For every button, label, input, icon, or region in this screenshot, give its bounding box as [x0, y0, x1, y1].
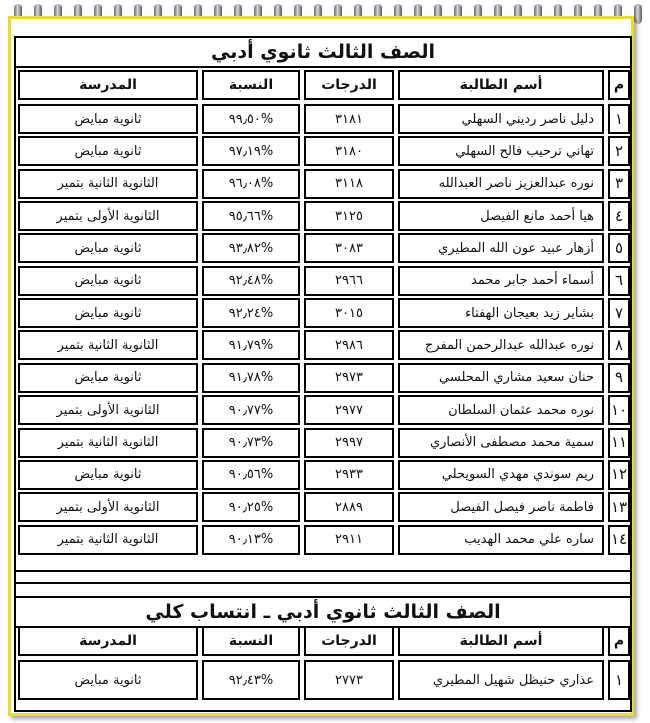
- section1-row-10-grades: ٢٩٧٧: [304, 395, 394, 425]
- section1-row-11-school: الثانوية الثانية بتمير: [18, 428, 198, 458]
- section1-row-2-grades: ٣١٨٠: [304, 136, 394, 166]
- section1-row-14-m: ١٤: [608, 525, 630, 555]
- section1-row-11-grades: ٢٩٩٧: [304, 428, 394, 458]
- section1-row-4-name: هيا أحمد مانع الفيصل: [398, 201, 604, 231]
- section1-row-12-grades: ٢٩٣٣: [304, 460, 394, 490]
- section1-header-percent: النسبة: [202, 70, 300, 100]
- section1-header-name: أسم الطالبة: [398, 70, 604, 100]
- section1-row-3-name: نوره عبدالعزيز ناصر العبدالله: [398, 169, 604, 199]
- section1-row-9-m: ٩: [608, 363, 630, 393]
- section1-row-5-grades: ٣٠٨٣: [304, 233, 394, 263]
- section1-row-11-percent: %٩٠٫٧٣: [202, 428, 300, 458]
- section1-row-4-school: الثانوية الأولى بتمير: [18, 201, 198, 231]
- section1-row-11-m: ١١: [608, 428, 630, 458]
- section1-row-12-school: ثانوية مبايض: [18, 460, 198, 490]
- section1-row-14-school: الثانوية الثانية بتمير: [18, 525, 198, 555]
- section1-row-8-school: الثانوية الثانية بتمير: [18, 330, 198, 360]
- section1-row-8-grades: ٢٩٨٦: [304, 330, 394, 360]
- section1-row-7-school: ثانوية مبايض: [18, 298, 198, 328]
- section2-header-grades: الدرجات: [304, 626, 394, 656]
- section1-row-1-grades: ٣١٨١: [304, 104, 394, 134]
- results-sheet: [14, 36, 632, 712]
- section1-row-7-percent: %٩٢٫٢٤: [202, 298, 300, 328]
- section2-row-1-m: ١: [608, 660, 630, 700]
- section1-row-1-name: دليل ناصر رديني السهلي: [398, 104, 604, 134]
- section1-row-2-name: تهاني ترحيب فالح السهلي: [398, 136, 604, 166]
- section1-row-7-name: بشاير زيد بعيجان الهفتاء: [398, 298, 604, 328]
- section2-row-1-grades: ٢٧٧٣: [304, 660, 394, 700]
- section1-row-6-percent: %٩٢٫٤٨: [202, 266, 300, 296]
- section1-row-7-m: ٧: [608, 298, 630, 328]
- section1-row-10-percent: %٩٠٫٧٧: [202, 395, 300, 425]
- section1-row-7-grades: ٣٠١٥: [304, 298, 394, 328]
- section1-row-9-name: حنان سعيد مشاري المحلسي: [398, 363, 604, 393]
- section1-row-1-school: ثانوية مبايض: [18, 104, 198, 134]
- section1-row-2-school: ثانوية مبايض: [18, 136, 198, 166]
- section1-row-12-percent: %٩٠٫٥٦: [202, 460, 300, 490]
- section1-row-1-m: ١: [608, 104, 630, 134]
- section1-header-grades: الدرجات: [304, 70, 394, 100]
- section1-row-14-percent: %٩٠٫١٣: [202, 525, 300, 555]
- section1-row-3-m: ٣: [608, 169, 630, 199]
- section1-row-3-percent: %٩٦٫٠٨: [202, 169, 300, 199]
- section1-row-13-name: فاطمة ناصر فيصل الفيصل: [398, 492, 604, 522]
- section1-row-9-percent: %٩١٫٧٨: [202, 363, 300, 393]
- section1-row-10-school: الثانوية الأولى بتمير: [18, 395, 198, 425]
- section1-row-8-m: ٨: [608, 330, 630, 360]
- section1-row-6-grades: ٢٩٦٦: [304, 266, 394, 296]
- section1-row-5-m: ٥: [608, 233, 630, 263]
- section1-row-2-m: ٢: [608, 136, 630, 166]
- section1-row-8-name: نوره عبدالله عبدالرحمن المفرج: [398, 330, 604, 360]
- section1-row-14-grades: ٢٩١١: [304, 525, 394, 555]
- section1-row-13-m: ١٣: [608, 492, 630, 522]
- section1-row-6-name: أسماء أحمد جابر محمد: [398, 266, 604, 296]
- section1-row-4-grades: ٣١٢٥: [304, 201, 394, 231]
- section1-row-12-m: ١٢: [608, 460, 630, 490]
- section1-row-1-percent: %٩٩٫٥٠: [202, 104, 300, 134]
- section1-row-6-m: ٦: [608, 266, 630, 296]
- section1-row-10-m: ١٠: [608, 395, 630, 425]
- section1-row-3-grades: ٣١١٨: [304, 169, 394, 199]
- section1-row-13-grades: ٢٨٨٩: [304, 492, 394, 522]
- section1-header-school: المدرسة: [18, 70, 198, 100]
- section1-row-4-m: ٤: [608, 201, 630, 231]
- section1-row-13-school: الثانوية الأولى بتمير: [18, 492, 198, 522]
- section-divider: [16, 570, 630, 584]
- section2-row-1-percent: %٩٢٫٤٣: [202, 660, 300, 700]
- section2-title: الصف الثالث ثانوي أدبي ـ انتساب كلي: [16, 596, 630, 628]
- section1-row-9-school: ثانوية مبايض: [18, 363, 198, 393]
- section1-row-11-name: سمية محمد مصطفى الأنصاري: [398, 428, 604, 458]
- section1-row-6-school: ثانوية مبايض: [18, 266, 198, 296]
- section1-row-5-school: ثانوية مبايض: [18, 233, 198, 263]
- section1-row-4-percent: %٩٥٫٦٦: [202, 201, 300, 231]
- section2-header-m: م: [608, 626, 630, 656]
- section2-row-1-school: ثانوية مبايض: [18, 660, 198, 700]
- section1-row-8-percent: %٩١٫٧٩: [202, 330, 300, 360]
- section1-title: الصف الثالث ثانوي أدبي: [16, 38, 630, 68]
- section2-row-1-name: عذاري حنيظل شهيل المطيري: [398, 660, 604, 700]
- section1-row-12-name: ريم سوندي مهدي السويحلي: [398, 460, 604, 490]
- section2-header-school: المدرسة: [18, 626, 198, 656]
- spiral-ring: [634, 4, 642, 24]
- section1-row-2-percent: %٩٧٫١٩: [202, 136, 300, 166]
- section2-header-percent: النسبة: [202, 626, 300, 656]
- section1-row-14-name: ساره علي محمد الهديب: [398, 525, 604, 555]
- section1-row-10-name: نوره محمد عثمان السلطان: [398, 395, 604, 425]
- section1-row-5-percent: %٩٣٫٨٢: [202, 233, 300, 263]
- section1-row-9-grades: ٢٩٧٣: [304, 363, 394, 393]
- section1-row-3-school: الثانوية الثانية بتمير: [18, 169, 198, 199]
- section1-header-m: م: [608, 70, 630, 100]
- section1-row-5-name: أزهار عبيد عون الله المطيري: [398, 233, 604, 263]
- section1-row-13-percent: %٩٠٫٢٥: [202, 492, 300, 522]
- section2-header-name: أسم الطالبة: [398, 626, 604, 656]
